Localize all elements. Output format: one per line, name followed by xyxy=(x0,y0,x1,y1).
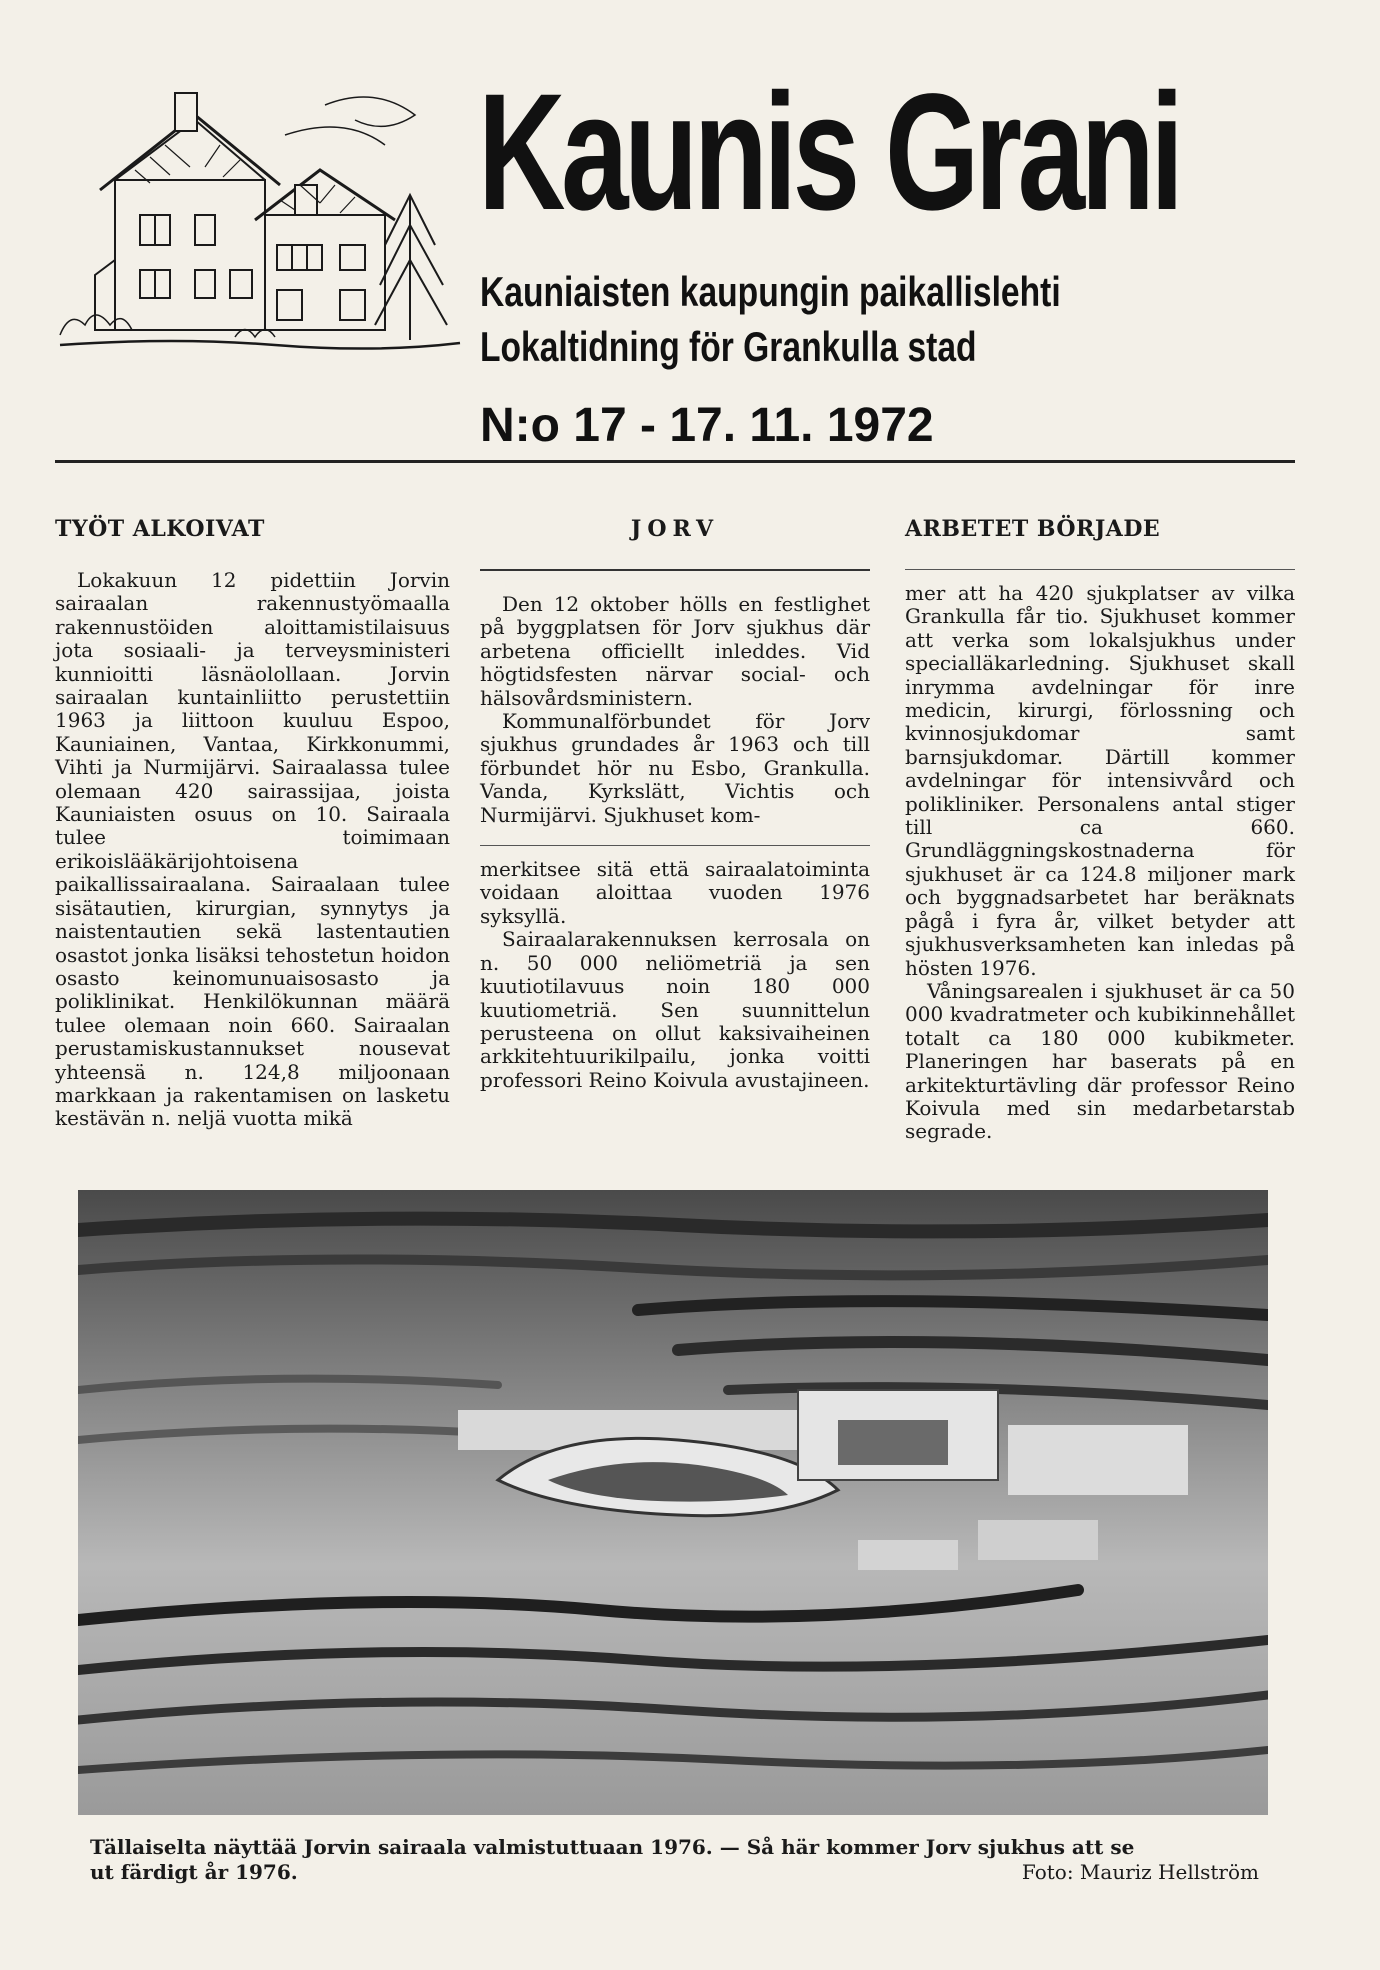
article-body: merkitsee sitä että sairaalatoiminta voidaan aloittaa vuoden 1976 syksyllä. xyxy=(480,857,870,928)
villa-illustration xyxy=(55,75,465,365)
article-heading: ARBETET BÖRJADE xyxy=(905,516,1161,542)
photo-credit: Foto: Mauriz Hellström xyxy=(1021,1860,1259,1884)
article-body: Sairaalarakennuksen kerrosala on n. 50 000 neliömetriä ja sen kuutiotilavuus noin 180 000 kuutiometriä. Sen suunnittelun perusteena on ollut kaksivaiheinen arkkitehtuurikilpailu, jonka voitti professori Reino Koivula avustajineen. xyxy=(480,927,870,1092)
masthead-rule xyxy=(55,460,1295,463)
article-heading: JORV xyxy=(630,516,720,542)
article-column-jorv xyxy=(480,515,870,1092)
article-body: Kommunalförbundet för Jorv sjukhus grundades år 1963 och till förbundet hör nu Esbo, Grankulla. Vanda, Kyrkslätt, Vichtis och Nurmijärvi. Sjukhuset kom- xyxy=(480,709,870,827)
article-heading: TYÖT ALKOIVAT xyxy=(55,516,265,542)
masthead-subtitle-fi: Kauniaisten kaupungin paikallislehti xyxy=(480,268,1061,315)
issue-number-date: N:o 17 - 17. 11. 1972 xyxy=(480,399,934,452)
masthead-subtitle-sv: Lokaltidning för Grankulla stad xyxy=(480,323,977,370)
caption-line-1: Tällaiselta näyttää Jorvin sairaala valmistuttuaan 1976. — Så här kommer Jorv sjukhus att se xyxy=(90,1835,1135,1859)
article-body: Våningsarealen i sjukhuset är ca 50 000 kvadratmeter och kubikinnehållet totalt ca 180 000 kubikmeter. Planeringen har baserats på en arkitekturtävling där professor Reino Koivula med sin medarbetarstab segrade. xyxy=(905,978,1295,1144)
hospital-model-photo xyxy=(78,1190,1268,1815)
article-column-swedish xyxy=(905,515,1295,1144)
column-rule xyxy=(480,845,870,846)
column-rule xyxy=(480,569,870,571)
photo-caption xyxy=(90,1835,1265,1885)
masthead-title: Kaunis Grani xyxy=(478,60,1180,245)
article-body: mer att ha 420 sjukplatser av vilka Grankulla får tio. Sjukhuset kommer att verka som lokalsjukhus under specialläkarledning. Sjukhuset skall inrymma avdelningar för inre medicin, kirurgi, förlossning och kvinnosjukdomar samt barnsjukdomar. Därtill kommer avdelningar för intensivvård och polikliniker. Personalens antal stiger till ca 660. Grundläggningskostnaderna för sjukhuset är ca 124.8 miljoner mark och byggnadsarbetet har beräknats pågå i fyra år, vilket betyder att sjukhusverksamheten kan inledas på hösten 1976. xyxy=(905,581,1295,980)
article-column-finnish xyxy=(55,515,450,1131)
column-rule xyxy=(905,569,1295,570)
caption-line-2: ut färdigt år 1976. xyxy=(90,1860,298,1884)
article-body: Den 12 oktober hölls en festlighet på byggplatsen för Jorv sjukhus där arbetena officiellt inleddes. Vid högtidsfesten närvar social- och hälsovårdsministern. xyxy=(480,592,870,710)
article-body: Lokakuun 12 pidettiin Jorvin sairaalan rakennustyömaalla rakennustöiden aloittamistilaisuus jota sosiaali- ja terveysministeri kunnioitti läsnäolollaan. Jorvin sairaalan kuntainliitto perustettiin 1963 ja liittoon kuuluu Espoo, Kauniainen, Vantaa, Kirkkonummi, Vihti ja Nurmijärvi. Sairaalassa tulee olemaan 420 sairassijaa, joista Kauniaisten osuus on 10. Sairaala tulee toimimaan erikoislääkärijohtoisena paikallissairaalana. Sairaalaan tulee sisätautien, kirurgian, synnytys ja naistentautien sekä lastentautien osastot jonka lisäksi tehostetun hoidon osasto keinomunuaisosasto ja poliklinikat. Henkilökunnan määrä tulee olemaan noin 660. Sairaalan perustamiskustannukset nousevat yhteensä n. 124,8 miljoonaan markkaan ja rakentamisen on lasketu kestävän n. neljä vuotta mikä xyxy=(55,568,450,1131)
